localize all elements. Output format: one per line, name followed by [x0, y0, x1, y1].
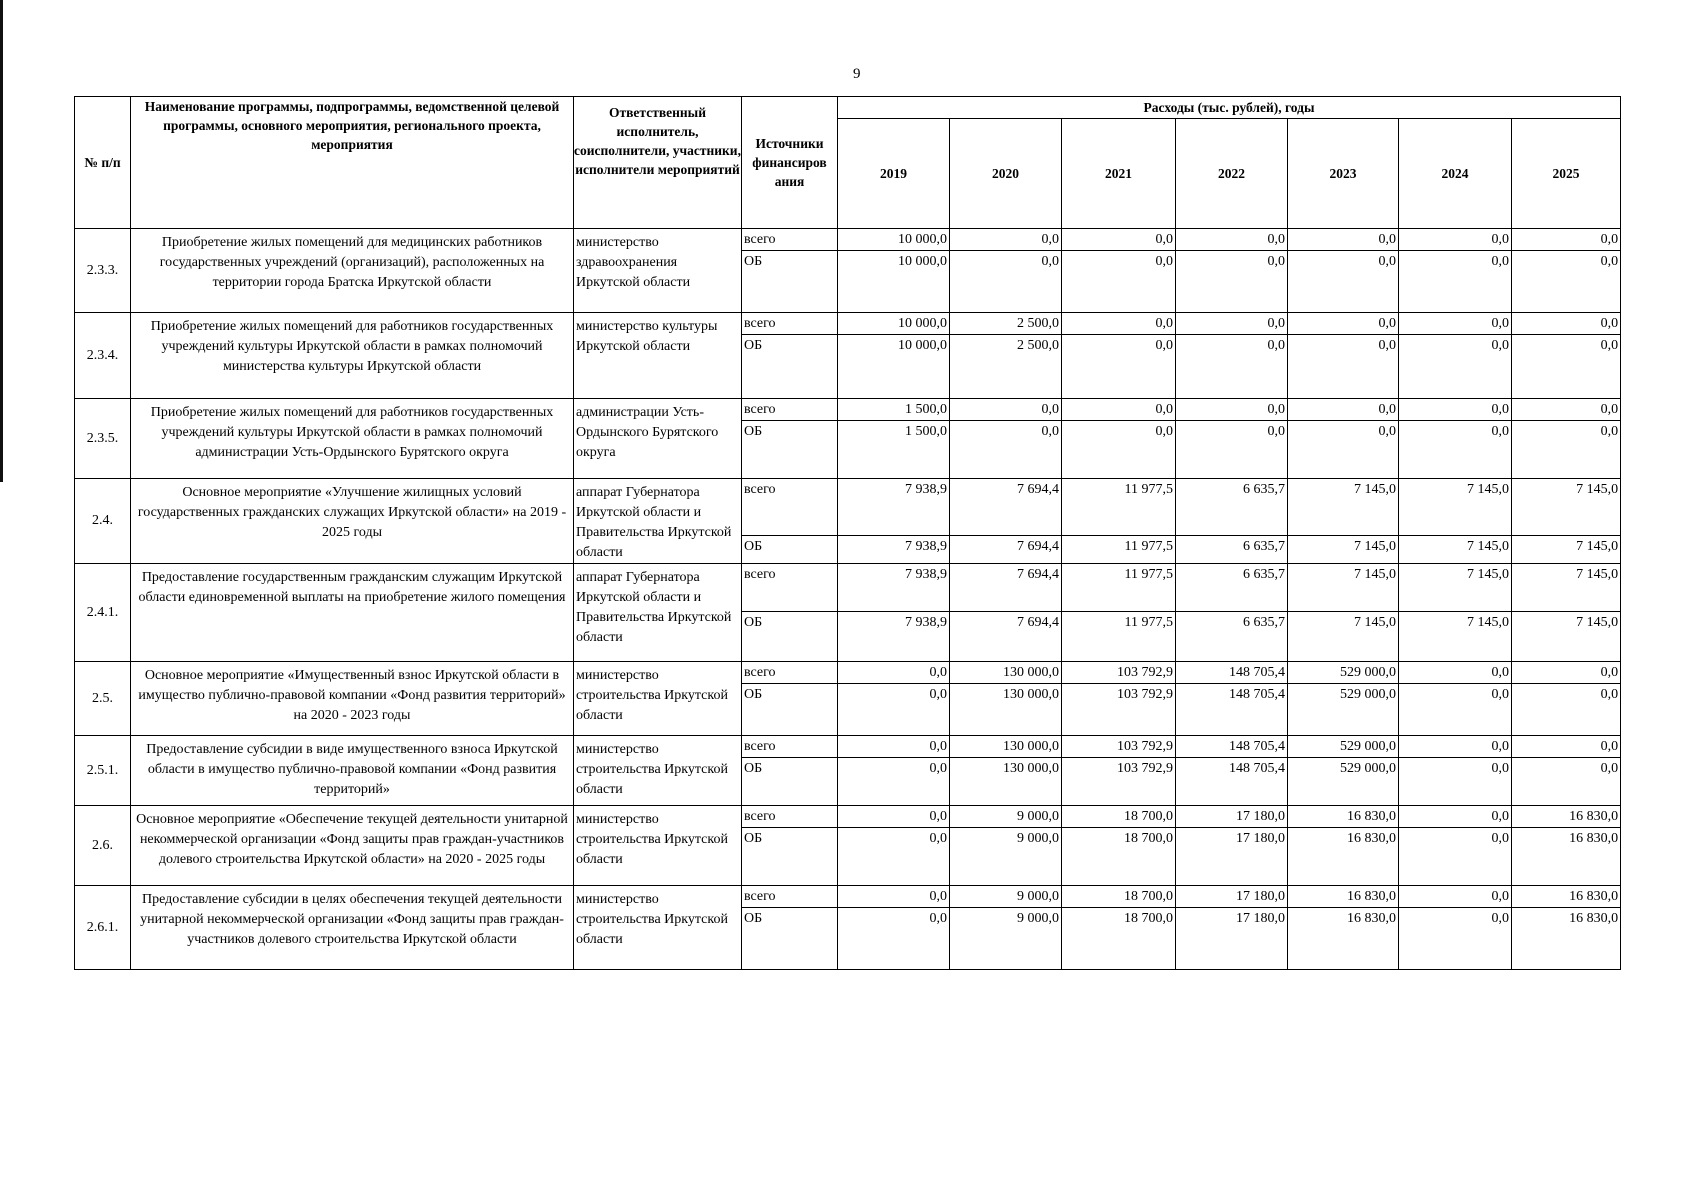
expense-value-2022: 17 180,0 — [1176, 806, 1288, 828]
expense-value-2020: 7 694,4 — [950, 564, 1062, 612]
expense-value-2023: 0,0 — [1288, 335, 1399, 399]
header-year: 2025 — [1512, 119, 1621, 229]
funding-source: всего — [742, 399, 838, 421]
header-executor: Ответственный исполнитель, соисполнители, участники, исполнители мероприятий — [574, 97, 742, 229]
expense-value-2024: 7 145,0 — [1399, 612, 1512, 662]
expense-value-2020: 2 500,0 — [950, 313, 1062, 335]
expense-value-2025: 0,0 — [1512, 421, 1621, 479]
expense-value-2024: 0,0 — [1399, 229, 1512, 251]
activity-name: Основное мероприятие «Имущественный взнос Иркутской области в имущество публично-правовой компании «Фонд развития территорий» на 2020 - 2023 годы — [131, 662, 574, 736]
expense-value-2025: 0,0 — [1512, 229, 1621, 251]
expense-value-2023: 7 145,0 — [1288, 535, 1399, 563]
expense-value-2025: 0,0 — [1512, 758, 1621, 806]
expense-value-2020: 130 000,0 — [950, 662, 1062, 684]
funding-source: всего — [742, 229, 838, 251]
expense-value-2021: 11 977,5 — [1062, 479, 1176, 536]
expense-value-2019: 0,0 — [838, 908, 950, 970]
expense-value-2022: 0,0 — [1176, 335, 1288, 399]
expense-value-2020: 2 500,0 — [950, 335, 1062, 399]
expense-value-2024: 0,0 — [1399, 251, 1512, 313]
expense-value-2024: 0,0 — [1399, 335, 1512, 399]
table-row — [75, 886, 1621, 908]
expense-value-2020: 7 694,4 — [950, 612, 1062, 662]
expense-value-2023: 529 000,0 — [1288, 758, 1399, 806]
expense-value-2019: 10 000,0 — [838, 229, 950, 251]
expense-value-2023: 0,0 — [1288, 399, 1399, 421]
expense-value-2019: 0,0 — [838, 758, 950, 806]
expense-value-2019: 0,0 — [838, 684, 950, 736]
responsible-executor: министерство строительства Иркутской области — [574, 662, 742, 736]
expense-value-2024: 0,0 — [1399, 806, 1512, 828]
table-row — [75, 736, 1621, 758]
expense-value-2024: 7 145,0 — [1399, 479, 1512, 536]
activity-name: Приобретение жилых помещений для работников государственных учреждений культуры Иркутской области в рамках полномочий министерства культуры Иркутской области — [131, 313, 574, 399]
table-row — [75, 662, 1621, 684]
expense-value-2019: 7 938,9 — [838, 535, 950, 563]
expense-value-2019: 0,0 — [838, 736, 950, 758]
expense-value-2025: 0,0 — [1512, 251, 1621, 313]
header-expenses: Расходы (тыс. рублей), годы — [838, 97, 1621, 119]
row-number: 2.3.3. — [75, 229, 131, 313]
activity-name: Основное мероприятие «Обеспечение текущей деятельности унитарной некоммерческой организации «Фонд защиты прав граждан-участников долевого строительства Иркутской области» на 2020 - 2025 годы — [131, 806, 574, 886]
expense-value-2021: 103 792,9 — [1062, 736, 1176, 758]
expense-value-2025: 7 145,0 — [1512, 535, 1621, 563]
budget-table — [74, 96, 1621, 970]
expense-value-2021: 11 977,5 — [1062, 535, 1176, 563]
expense-value-2022: 6 635,7 — [1176, 535, 1288, 563]
table-row — [75, 564, 1621, 612]
expense-value-2025: 16 830,0 — [1512, 908, 1621, 970]
responsible-executor: министерство культуры Иркутской области — [574, 313, 742, 399]
expense-value-2024: 0,0 — [1399, 736, 1512, 758]
expense-value-2021: 0,0 — [1062, 421, 1176, 479]
expense-value-2022: 6 635,7 — [1176, 479, 1288, 536]
responsible-executor: аппарат Губернатора Иркутской области и Правительства Иркутской области — [574, 479, 742, 564]
expense-value-2025: 16 830,0 — [1512, 886, 1621, 908]
expense-value-2019: 0,0 — [838, 828, 950, 886]
expense-value-2020: 130 000,0 — [950, 736, 1062, 758]
table-row — [75, 313, 1621, 335]
expense-value-2019: 0,0 — [838, 806, 950, 828]
expense-value-2021: 0,0 — [1062, 335, 1176, 399]
responsible-executor: администрации Усть-Ордынского Бурятского округа — [574, 399, 742, 479]
funding-source: ОБ — [742, 535, 838, 563]
funding-source: всего — [742, 736, 838, 758]
expense-value-2020: 130 000,0 — [950, 684, 1062, 736]
header-year: 2024 — [1399, 119, 1512, 229]
table-row — [75, 806, 1621, 828]
funding-source: ОБ — [742, 335, 838, 399]
funding-source: всего — [742, 806, 838, 828]
funding-source: ОБ — [742, 612, 838, 662]
activity-name: Приобретение жилых помещений для медицинских работников государственных учреждений (организаций), расположенных на территории города Братска Иркутской области — [131, 229, 574, 313]
expense-value-2025: 0,0 — [1512, 684, 1621, 736]
expense-value-2025: 0,0 — [1512, 335, 1621, 399]
expense-value-2023: 7 145,0 — [1288, 479, 1399, 536]
header-year: 2020 — [950, 119, 1062, 229]
expense-value-2020: 0,0 — [950, 421, 1062, 479]
expense-value-2023: 7 145,0 — [1288, 564, 1399, 612]
table-body — [75, 229, 1621, 970]
header-year: 2021 — [1062, 119, 1176, 229]
expense-value-2019: 10 000,0 — [838, 335, 950, 399]
expense-value-2025: 7 145,0 — [1512, 612, 1621, 662]
expense-value-2023: 16 830,0 — [1288, 828, 1399, 886]
expense-value-2023: 529 000,0 — [1288, 736, 1399, 758]
expense-value-2022: 148 705,4 — [1176, 758, 1288, 806]
expense-value-2019: 10 000,0 — [838, 313, 950, 335]
responsible-executor: министерство строительства Иркутской области — [574, 736, 742, 806]
activity-name: Основное мероприятие «Улучшение жилищных условий государственных гражданских служащих Иркутской области» на 2019 - 2025 годы — [131, 479, 574, 564]
expense-value-2024: 0,0 — [1399, 758, 1512, 806]
expense-value-2024: 0,0 — [1399, 313, 1512, 335]
expense-value-2020: 9 000,0 — [950, 886, 1062, 908]
expense-value-2024: 7 145,0 — [1399, 535, 1512, 563]
expense-value-2022: 0,0 — [1176, 229, 1288, 251]
expense-value-2025: 0,0 — [1512, 399, 1621, 421]
responsible-executor: министерство строительства Иркутской области — [574, 886, 742, 970]
expense-value-2024: 0,0 — [1399, 828, 1512, 886]
expense-value-2023: 16 830,0 — [1288, 886, 1399, 908]
header-num: № п/п — [75, 97, 131, 229]
expense-value-2021: 18 700,0 — [1062, 908, 1176, 970]
expense-value-2021: 0,0 — [1062, 399, 1176, 421]
expense-value-2022: 17 180,0 — [1176, 908, 1288, 970]
table-row — [75, 229, 1621, 251]
expense-value-2022: 148 705,4 — [1176, 662, 1288, 684]
funding-source: всего — [742, 479, 838, 536]
table-row — [75, 399, 1621, 421]
expense-value-2025: 16 830,0 — [1512, 828, 1621, 886]
expense-value-2022: 148 705,4 — [1176, 736, 1288, 758]
funding-source: ОБ — [742, 908, 838, 970]
expense-value-2021: 0,0 — [1062, 229, 1176, 251]
expense-value-2021: 18 700,0 — [1062, 828, 1176, 886]
expense-value-2021: 103 792,9 — [1062, 684, 1176, 736]
expense-value-2023: 529 000,0 — [1288, 662, 1399, 684]
expense-value-2019: 1 500,0 — [838, 399, 950, 421]
expense-value-2022: 148 705,4 — [1176, 684, 1288, 736]
table-header — [75, 97, 1621, 229]
expense-value-2024: 7 145,0 — [1399, 564, 1512, 612]
expense-value-2023: 0,0 — [1288, 313, 1399, 335]
funding-source: всего — [742, 886, 838, 908]
header-year: 2023 — [1288, 119, 1399, 229]
row-number: 2.6.1. — [75, 886, 131, 970]
expense-value-2021: 18 700,0 — [1062, 886, 1176, 908]
expense-value-2022: 6 635,7 — [1176, 612, 1288, 662]
funding-source: всего — [742, 662, 838, 684]
row-number: 2.6. — [75, 806, 131, 886]
expense-value-2025: 0,0 — [1512, 313, 1621, 335]
expense-value-2020: 9 000,0 — [950, 908, 1062, 970]
expense-value-2021: 0,0 — [1062, 313, 1176, 335]
responsible-executor: аппарат Губернатора Иркутской области и Правительства Иркутской области — [574, 564, 742, 662]
expense-value-2022: 0,0 — [1176, 313, 1288, 335]
expense-value-2025: 16 830,0 — [1512, 806, 1621, 828]
expense-value-2019: 7 938,9 — [838, 612, 950, 662]
expense-value-2024: 0,0 — [1399, 684, 1512, 736]
expense-value-2025: 7 145,0 — [1512, 479, 1621, 536]
expense-value-2023: 7 145,0 — [1288, 612, 1399, 662]
expense-value-2024: 0,0 — [1399, 399, 1512, 421]
expense-value-2019: 7 938,9 — [838, 564, 950, 612]
expense-value-2025: 0,0 — [1512, 736, 1621, 758]
expense-value-2019: 1 500,0 — [838, 421, 950, 479]
expense-value-2022: 6 635,7 — [1176, 564, 1288, 612]
expense-value-2025: 7 145,0 — [1512, 564, 1621, 612]
responsible-executor: министерство здравоохранения Иркутской области — [574, 229, 742, 313]
expense-value-2020: 7 694,4 — [950, 479, 1062, 536]
expense-value-2021: 11 977,5 — [1062, 612, 1176, 662]
row-number: 2.5. — [75, 662, 131, 736]
row-number: 2.4.1. — [75, 564, 131, 662]
expense-value-2020: 9 000,0 — [950, 828, 1062, 886]
expense-value-2023: 16 830,0 — [1288, 806, 1399, 828]
expense-value-2024: 0,0 — [1399, 662, 1512, 684]
expense-value-2025: 0,0 — [1512, 662, 1621, 684]
row-number: 2.3.4. — [75, 313, 131, 399]
expense-value-2023: 0,0 — [1288, 421, 1399, 479]
row-number: 2.5.1. — [75, 736, 131, 806]
table-row — [75, 479, 1621, 536]
responsible-executor: министерство строительства Иркутской области — [574, 806, 742, 886]
activity-name: Предоставление субсидии в виде имущественного взноса Иркутской области в имущество публично-правовой компании «Фонд развития территорий» — [131, 736, 574, 806]
funding-source: всего — [742, 313, 838, 335]
expense-value-2019: 7 938,9 — [838, 479, 950, 536]
expense-value-2022: 17 180,0 — [1176, 828, 1288, 886]
expense-value-2021: 11 977,5 — [1062, 564, 1176, 612]
scan-edge-mark — [0, 0, 3, 482]
expense-value-2022: 0,0 — [1176, 421, 1288, 479]
expense-value-2020: 9 000,0 — [950, 806, 1062, 828]
expense-value-2019: 0,0 — [838, 886, 950, 908]
expense-value-2023: 16 830,0 — [1288, 908, 1399, 970]
activity-name: Приобретение жилых помещений для работников государственных учреждений культуры Иркутской области в рамках полномочий администрации Усть-Ордынского Бурятского округа — [131, 399, 574, 479]
page-number: 9 — [853, 66, 861, 82]
expense-value-2022: 0,0 — [1176, 399, 1288, 421]
expense-value-2023: 0,0 — [1288, 229, 1399, 251]
funding-source: ОБ — [742, 251, 838, 313]
expense-value-2020: 7 694,4 — [950, 535, 1062, 563]
activity-name: Предоставление субсидии в целях обеспечения текущей деятельности унитарной некоммерческой организации «Фонд защиты прав граждан-участников долевого строительства Иркутской области — [131, 886, 574, 970]
expense-value-2021: 103 792,9 — [1062, 758, 1176, 806]
row-number: 2.4. — [75, 479, 131, 564]
expense-value-2020: 0,0 — [950, 251, 1062, 313]
expense-value-2023: 529 000,0 — [1288, 684, 1399, 736]
funding-source: ОБ — [742, 421, 838, 479]
header-year: 2022 — [1176, 119, 1288, 229]
funding-source: всего — [742, 564, 838, 612]
header-year: 2019 — [838, 119, 950, 229]
expense-value-2021: 103 792,9 — [1062, 662, 1176, 684]
expense-value-2019: 10 000,0 — [838, 251, 950, 313]
funding-source: ОБ — [742, 758, 838, 806]
funding-source: ОБ — [742, 684, 838, 736]
expense-value-2022: 17 180,0 — [1176, 886, 1288, 908]
expense-value-2024: 0,0 — [1399, 886, 1512, 908]
expense-value-2020: 0,0 — [950, 229, 1062, 251]
header-name: Наименование программы, подпрограммы, ведомственной целевой программы, основного мероприятия, регионального проекта, мероприятия — [131, 97, 574, 229]
funding-source: ОБ — [742, 828, 838, 886]
expense-value-2024: 0,0 — [1399, 421, 1512, 479]
expense-value-2021: 0,0 — [1062, 251, 1176, 313]
activity-name: Предоставление государственным гражданским служащим Иркутской области единовременной выплаты на приобретение жилого помещения — [131, 564, 574, 662]
expense-value-2023: 0,0 — [1288, 251, 1399, 313]
expense-value-2024: 0,0 — [1399, 908, 1512, 970]
expense-value-2021: 18 700,0 — [1062, 806, 1176, 828]
expense-value-2020: 130 000,0 — [950, 758, 1062, 806]
expense-value-2019: 0,0 — [838, 662, 950, 684]
expense-value-2022: 0,0 — [1176, 251, 1288, 313]
row-number: 2.3.5. — [75, 399, 131, 479]
header-source: Источники финансиров ания — [742, 97, 838, 229]
expense-value-2020: 0,0 — [950, 399, 1062, 421]
